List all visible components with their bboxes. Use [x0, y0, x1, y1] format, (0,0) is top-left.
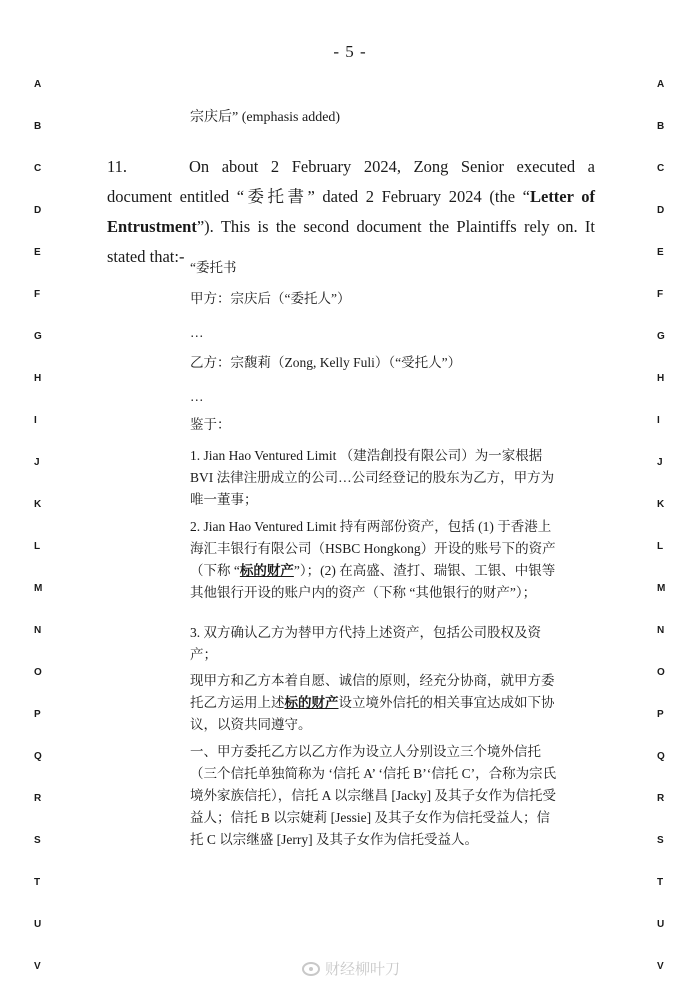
margin-letter: B	[657, 121, 665, 132]
margin-letter: R	[34, 793, 42, 804]
watermark	[302, 958, 400, 979]
margin-letter: D	[34, 205, 42, 216]
margin-letter: M	[34, 583, 43, 594]
margin-letter: A	[657, 79, 665, 90]
clause-2-term: 标的财产	[239, 563, 294, 578]
agreement-text-a: 现甲方和乙方本着自愿、诚信的原则，经充分协商，就甲方委托乙方运用上述	[190, 673, 555, 710]
margin-letter: Q	[657, 751, 665, 762]
agreement-term: 标的财产	[284, 695, 339, 710]
margin-letter: H	[34, 373, 42, 384]
margin-letter: I	[657, 415, 660, 426]
margin-letter: S	[657, 835, 664, 846]
left-margin-letters	[34, 78, 54, 1002]
margin-letter: F	[657, 289, 664, 300]
margin-letter: O	[34, 667, 42, 678]
margin-letter: S	[34, 835, 41, 846]
weibo-icon	[302, 962, 320, 976]
margin-letter: D	[657, 205, 665, 216]
ellipsis-1: …	[190, 325, 204, 340]
margin-letter: Q	[34, 751, 42, 762]
clause-2-text-a: 2. Jian Hao Ventured Limit 持有两部份资产，包括 (1) 于香港上海汇丰银行有限公司（HSBC Hongkong）开设的账号下的资产（下称 “	[190, 519, 556, 578]
margin-letter: J	[34, 457, 40, 468]
quote-tail: 宗庆后” (emphasis added)	[190, 110, 341, 125]
margin-letter: K	[657, 499, 665, 510]
paragraph-text-1: On about 2 February 2024, Zong Senior executed a document entitled “委托書” dated 2 February 2024 (the “	[107, 157, 595, 206]
margin-letter: P	[34, 709, 41, 720]
margin-letter: I	[34, 415, 37, 426]
margin-letter: K	[34, 499, 42, 510]
margin-letter: E	[34, 247, 41, 258]
article-1: 一、甲方委托乙方以乙方作为设立人分别设立三个境外信托（三个信托单独简称为 ‘信托 A’ ‘信托 B’‘信托 C’，合称为宗氏境外家族信托），信托 A 以宗继昌 [Jacky] 及其子女作为信托受益人；信托 B 以宗婕莉 [Jessie] 及其子女作为信托受益人；信托 C 以宗继盛 [Jerry] 及其子女作为信托受益人。	[190, 744, 557, 847]
margin-letter: T	[34, 877, 41, 888]
paragraph-number: 11.	[107, 157, 128, 176]
party-a: 甲方：宗庆后（“委托人”）	[190, 291, 351, 306]
margin-letter: V	[657, 961, 664, 972]
page-number: - 5 -	[333, 42, 367, 61]
clause-3: 3. 双方确认乙方为替甲方代持上述资产，包括公司股权及资产；	[190, 625, 541, 662]
watermark-text: 财经柳叶刀	[325, 960, 401, 978]
margin-letter: H	[657, 373, 665, 384]
defined-term: Letter of Entrustment	[107, 187, 596, 236]
margin-letter: A	[34, 79, 42, 90]
margin-letter: C	[34, 163, 42, 174]
margin-letter: R	[657, 793, 665, 804]
whereas-label: 鉴于：	[190, 417, 231, 432]
agreement-text-b: 设立境外信托的相关事宜达成如下协议，以资共同遵守。	[190, 695, 555, 732]
margin-letter: G	[34, 331, 42, 342]
margin-letter: N	[34, 625, 42, 636]
paragraph-11	[107, 152, 595, 272]
margin-letter: U	[657, 919, 665, 930]
margin-letter: C	[657, 163, 665, 174]
margin-letter: L	[34, 541, 41, 552]
quoted-title: “委托书	[190, 260, 237, 275]
right-margin-letters	[657, 78, 677, 1002]
margin-letter: V	[34, 961, 41, 972]
margin-letter: E	[657, 247, 664, 258]
margin-letter: O	[657, 667, 665, 678]
party-b: 乙方：宗馥莉（Zong, Kelly Fuli）（“受托人”）	[190, 355, 462, 370]
margin-letter: J	[657, 457, 663, 468]
agreement-paragraph	[190, 670, 560, 736]
clause-2-text-b: ”）；(2) 在高盛、渣打、瑞银、工银、中银等其他银行开设的账户内的资产（下称 “其他银行的财产”）；	[190, 563, 556, 600]
margin-letter: G	[657, 331, 665, 342]
margin-letter: U	[34, 919, 42, 930]
clause-2	[190, 516, 560, 604]
margin-letter: T	[657, 877, 664, 888]
margin-letter: B	[34, 121, 42, 132]
clause-1: 1. Jian Hao Ventured Limit （建浩創投有限公司）为一家根据 BVI 法律注册成立的公司…公司经登记的股东为乙方，甲方为唯一董事；	[190, 448, 555, 507]
paragraph-text-2: ”). This is the second document the Plaintiffs rely on. It stated that:-	[107, 217, 595, 266]
ellipsis-2: …	[190, 389, 204, 404]
margin-letter: L	[657, 541, 664, 552]
margin-letter: F	[34, 289, 41, 300]
margin-letter: P	[657, 709, 664, 720]
margin-letter: M	[657, 583, 666, 594]
margin-letter: N	[657, 625, 665, 636]
